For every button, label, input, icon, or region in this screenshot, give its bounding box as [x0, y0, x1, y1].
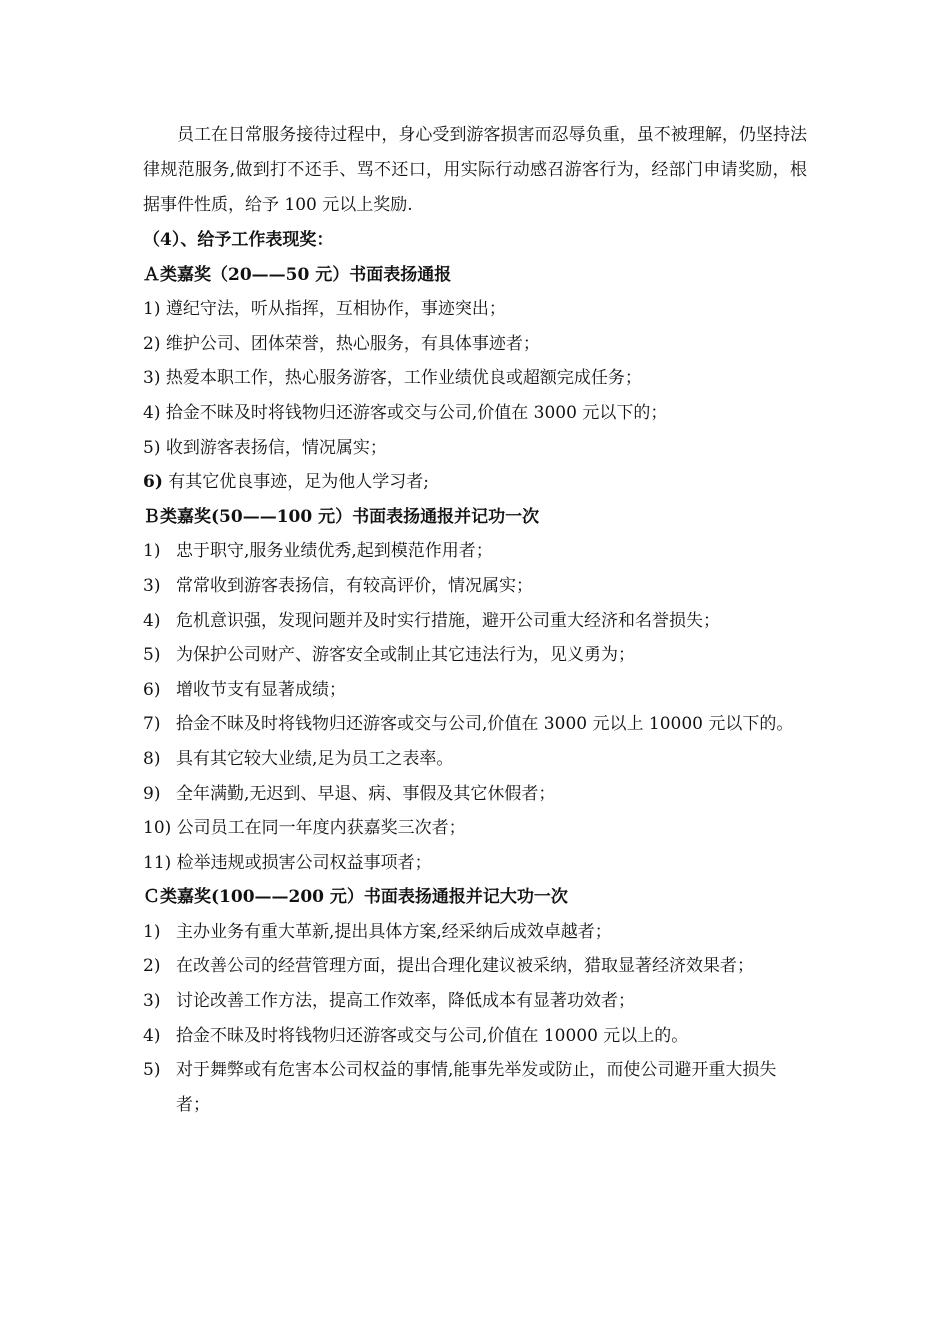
item-number: 3)	[143, 368, 161, 389]
item-text: 热爱本职工作，热心服务游客，工作业绩优良或超额完成任务；	[165, 368, 642, 389]
item-text: 收到游客表扬信，情况属实；	[165, 437, 387, 458]
item-number: 2)	[143, 956, 161, 977]
item-number: 4)	[143, 1025, 161, 1046]
list-item	[143, 327, 807, 362]
item-number: 2)	[143, 333, 161, 354]
list-item	[143, 742, 807, 777]
item-number: 7)	[143, 714, 161, 735]
item-text: 拾金不昧及时将钱物归还游客或交与公司,价值在 3000 元以上 10000 元以下的。	[176, 714, 794, 735]
item-text: 对于舞弊或有危害本公司权益的事情,能事先举发或防止，而使公司避开重大损失者；	[176, 1060, 777, 1115]
list-item	[143, 915, 807, 950]
item-number: 5)	[143, 1060, 161, 1081]
class-a-list	[143, 292, 807, 500]
list-item	[143, 984, 807, 1019]
item-text: 危机意识强，发现问题并及时实行措施，避开公司重大经济和名誉损失；	[176, 610, 720, 631]
list-item	[143, 846, 807, 881]
list-item	[143, 949, 807, 984]
item-number: 10)	[143, 818, 172, 839]
item-text: 有其它优良事迹，足为他人学习者;	[168, 472, 430, 493]
item-number: 6)	[143, 472, 163, 493]
list-item	[143, 396, 807, 431]
item-number: 1)	[143, 299, 161, 320]
class-c-heading: Ｃ类嘉奖(100——200 元）书面表扬通报并记大功一次	[143, 887, 568, 908]
item-number: 3)	[143, 991, 161, 1012]
item-number: 4)	[143, 610, 161, 631]
list-item	[143, 1019, 807, 1054]
item-text: 为保护公司财产、游客安全或制止其它违法行为，见义勇为；	[176, 645, 635, 666]
item-text: 拾金不昧及时将钱物归还游客或交与公司,价值在 10000 元以上的。	[176, 1025, 689, 1046]
list-item	[143, 707, 807, 742]
item-number: 4)	[143, 402, 161, 423]
item-text: 在改善公司的经营管理方面，提出合理化建议被采纳，猎取显著经济效果者；	[176, 956, 754, 977]
item-text: 全年满勤,无迟到、早退、病、事假及其它休假者；	[176, 783, 556, 804]
list-item	[143, 465, 807, 500]
item-text: 公司员工在同一年度内获嘉奖三次者；	[176, 818, 466, 839]
list-item	[143, 604, 807, 639]
item-number: 8)	[143, 748, 161, 769]
item-number: 1)	[143, 541, 161, 562]
item-number: 5)	[143, 437, 161, 458]
item-text: 具有其它较大业绩,足为员工之表率。	[176, 748, 454, 769]
intro-paragraph: 员工在日常服务接待过程中，身心受到游客损害而忍辱负重，虽不被理解，仍坚持法律规范服务,做到打不还手、骂不还口，用实际行动感召游客行为，经部门申请奖励，根据事件性质，给予 100 元以上奖励.	[143, 125, 807, 215]
item-number: 3)	[143, 575, 161, 596]
class-b-heading: Ｂ类嘉奖(50——100 元）书面表扬通报并记功一次	[143, 506, 540, 527]
item-text: 常常收到游客表扬信，有较高评价，情况属实；	[176, 575, 533, 596]
list-item	[143, 811, 807, 846]
item-number: 5)	[143, 645, 161, 666]
document-body	[143, 118, 807, 1122]
class-c-list	[143, 915, 807, 1123]
item-text: 维护公司、团体荣誉，热心服务，有具体事迹者；	[165, 333, 540, 354]
list-item	[143, 569, 807, 604]
list-item	[143, 1053, 807, 1122]
list-item	[143, 534, 807, 569]
list-item	[143, 361, 807, 396]
item-text: 主办业务有重大革新,提出具体方案,经采纳后成效卓越者；	[176, 921, 612, 942]
item-number: 1)	[143, 921, 161, 942]
item-text: 忠于职守,服务业绩优秀,起到模范作用者；	[176, 541, 493, 562]
list-item	[143, 292, 807, 327]
item-text: 检举违规或损害公司权益事项者；	[176, 852, 432, 873]
item-number: 11)	[143, 852, 172, 873]
item-text: 拾金不昧及时将钱物归还游客或交与公司,价值在 3000 元以下的；	[165, 402, 668, 423]
item-number: 9)	[143, 783, 161, 804]
class-b-list	[143, 534, 807, 880]
section-4-heading: （4）、给予工作表现奖：	[143, 230, 334, 250]
item-text: 讨论改善工作方法，提高工作效率，降低成本有显著功效者；	[176, 991, 635, 1012]
list-item	[143, 431, 807, 466]
class-a-heading: Ａ类嘉奖（20——50 元）书面表扬通报	[143, 264, 452, 285]
list-item	[143, 638, 807, 673]
item-text: 遵纪守法，听从指挥，互相协作，事迹突出；	[165, 299, 506, 320]
item-number: 6)	[143, 679, 161, 700]
list-item	[143, 777, 807, 812]
item-text: 增收节支有显著成绩；	[176, 679, 346, 700]
list-item	[143, 673, 807, 708]
